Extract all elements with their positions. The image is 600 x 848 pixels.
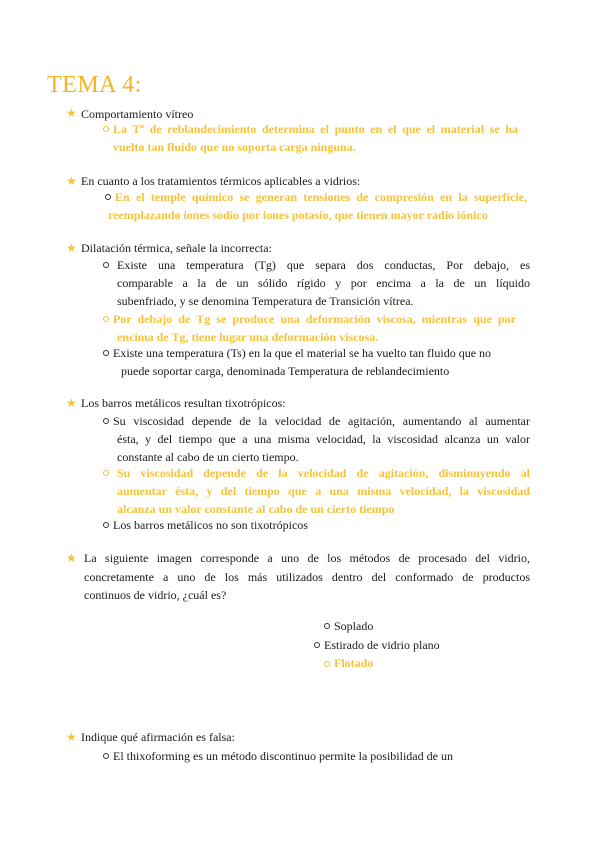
bullet-circle-icon (103, 316, 109, 322)
bullet-circle-icon (103, 126, 109, 132)
bullet-circle-icon (105, 194, 111, 200)
q3-option1-line1: Existe una temperatura (Tg) que separa dos conductas, Por debajo, es (117, 258, 530, 272)
bullet-circle-icon (314, 642, 320, 648)
bullet-circle-icon (103, 418, 109, 424)
q1-answer-line2: vuelto tan fluido que no soporta carga ninguna. (113, 140, 356, 154)
star-icon: ★ (66, 396, 77, 410)
q5-option1: Soplado (334, 619, 374, 633)
q4-option2-line3: alcanza un valor constante al cabo de un cierto tiempo (117, 502, 395, 516)
q4-option2-line2: aumentar ésta, y del tiempo que a una misma velocidad, la viscosidad (117, 484, 530, 498)
q6-option1-line1: El thixoforming es un método discontinuo permite la posibilidad de un (113, 749, 453, 763)
bullet-circle-icon (103, 350, 109, 356)
star-icon: ★ (66, 241, 77, 255)
bullet-circle-icon (103, 262, 109, 268)
q4-option1-line1: Su viscosidad depende de la velocidad de agitación, aumentando al aumentar (113, 414, 530, 428)
star-icon: ★ (66, 106, 77, 120)
q3-option3-line1: Existe una temperatura (Ts) en la que el material se ha vuelto tan fluido que no (113, 346, 492, 360)
question-5-line1: La siguiente imagen corresponde a uno de los métodos de procesado del vidrio, (84, 551, 530, 565)
question-4: Los barros metálicos resultan tixotrópicos: (81, 396, 286, 410)
q3-option2-line2: encima de Tg, tiene lugar una deformación viscosa. (117, 330, 379, 344)
q1-answer-line1: La Tª de reblandecimiento determina el punto en el que el material se ha (113, 122, 518, 136)
q4-option2-line1: Su viscosidad depende de la velocidad de agitación, disminuyendo al (117, 466, 530, 480)
question-1: Comportamiento vítreo (81, 107, 194, 121)
q2-answer-line1: En el temple químico se generan tensiones de compresión en la superficie, (115, 190, 527, 204)
q3-option1-line2: comparable a la de un sólido rígido y por encima a la de un líquido (117, 276, 530, 290)
question-3: Dilatación térmica, señale la incorrecta: (81, 241, 272, 255)
star-icon: ★ (66, 174, 77, 188)
q4-option1-line2: ésta, y del tiempo que a una misma velocidad, la viscosidad alcanza un valor (117, 432, 530, 446)
bullet-circle-icon (324, 623, 330, 629)
question-5-line3: continuos de vidrio, ¿cuál es? (84, 588, 227, 602)
star-icon: ★ (66, 551, 77, 565)
page-title: TEMA 4: (47, 72, 142, 98)
q3-option3-line2: puede soportar carga, denominada Temperatura de reblandecimiento (121, 364, 450, 378)
question-6: Indique qué afirmación es falsa: (81, 730, 235, 744)
q5-option3: Flotado (334, 656, 374, 670)
q2-answer-line2: reemplazando iones sodio por iones potasio, que tienen mayor radio iónico (108, 208, 488, 222)
q4-option3-line1: Los barros metálicos no son tixotrópicos (113, 518, 308, 532)
question-2: En cuanto a los tratamientos térmicos aplicables a vidrios: (81, 174, 361, 188)
star-icon: ★ (66, 730, 77, 744)
bullet-circle-icon (324, 661, 330, 667)
bullet-circle-icon (103, 753, 109, 759)
q5-option2: Estirado de vidrio plano (324, 638, 440, 652)
q3-option1-line3: subenfriado, y se denomina Temperatura de Transición vítrea. (117, 294, 414, 308)
bullet-circle-icon (103, 470, 109, 476)
bullet-circle-icon (103, 522, 109, 528)
q4-option1-line3: constante al cabo de un cierto tiempo. (117, 450, 299, 464)
question-5-line2: concretamente a uno de los más utilizados dentro del conformado de productos (84, 570, 530, 584)
q3-option2-line1: Por debajo de Tg se produce una deformación viscosa, mientras que por (113, 312, 516, 326)
